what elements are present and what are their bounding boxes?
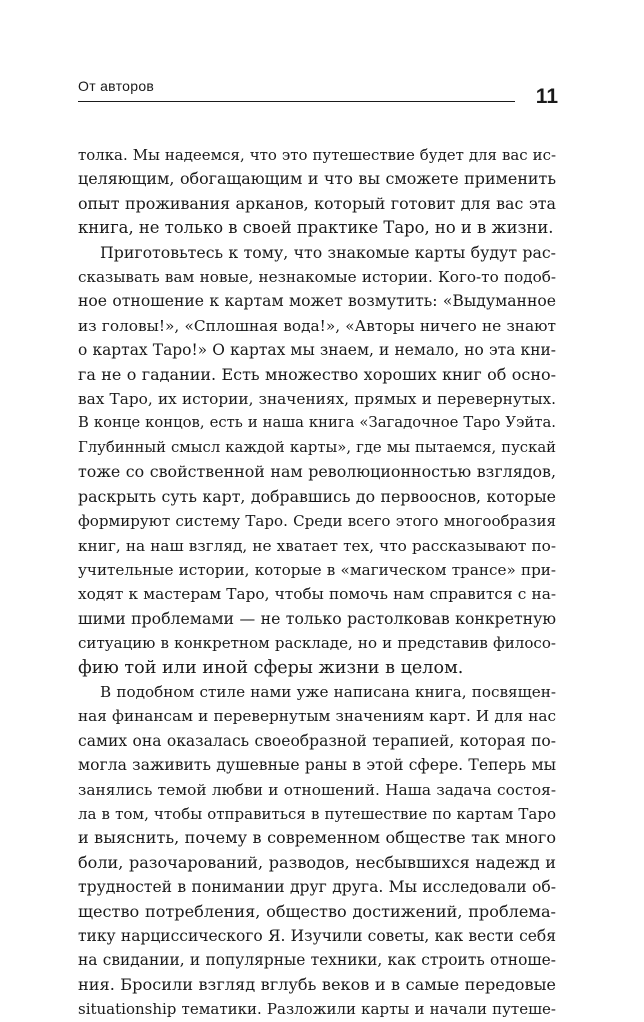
text-line: формируют систему Таро. Среди всего этого многообразия: [78, 512, 556, 531]
text-line: В подобном стиле нами уже написана книга, посвящен-: [100, 682, 556, 701]
paragraph: [78, 143, 556, 241]
text-line: тоже со свойственной нам революционностью взглядов,: [78, 462, 556, 482]
text-line: situationship тематики. Разложили карты и начали путеше-: [78, 1000, 556, 1019]
text-line: книга, не только в своей практике Таро, но и в жизни.: [78, 218, 554, 238]
text-line: учительные истории, которые в «магическом трансе» при-: [78, 560, 556, 579]
running-head-section-title: От авторов: [78, 78, 155, 94]
header-divider: [78, 101, 515, 102]
text-line: Приготовьтесь к тому, что знакомые карты будут рас-: [100, 242, 556, 262]
paragraph: [78, 241, 556, 680]
text-line: Глубинный смысл каждой карты», где мы пытаемся, пускай: [78, 438, 556, 456]
text-line: га не о гадании. Есть множество хороших книг об осно-: [78, 364, 556, 384]
text-line: боли, разочарований, разводов, несбывшихся надежд и: [78, 852, 556, 872]
text-line: ситуацию в конкретном раскладе, но и представив филосо-: [78, 634, 556, 653]
text-line: ния. Бросили взгляд вглубь веков и в самые передовые: [78, 974, 556, 994]
text-line: ходят к мастерам Таро, чтобы помочь нам справится с на-: [78, 585, 556, 604]
text-line: опыт проживания арканов, который готовит для вас эта: [78, 193, 556, 213]
text-line: тику нарциссического Я. Изучили советы, как вести себя: [78, 927, 556, 945]
text-line: на свидании, и популярные техники, как строить отноше-: [78, 951, 556, 970]
text-line: из головы!», «Сплошная вода!», «Авторы ничего не знают: [78, 316, 556, 335]
text-line: фию той или иной сферы жизни в целом.: [78, 657, 464, 678]
text-line: вах Таро, их истории, значениях, прямых и перевернутых.: [78, 390, 556, 409]
text-line: ла в том, чтобы отправиться в путешествие по картам Таро: [78, 804, 556, 823]
text-line: раскрыть суть карт, добравшись до первооснов, которые: [78, 486, 556, 506]
text-line: самих она оказалась своеобразной терапией, которая по-: [78, 731, 556, 750]
text-line: целяющим, обогащающим и что вы сможете применить: [78, 169, 556, 189]
text-line: щество потребления, общество достижений, проблема-: [78, 901, 556, 921]
text-line: занялись темой любви и отношений. Наша задача состоя-: [78, 780, 556, 799]
text-line: толка. Мы надеемся, что это путешествие будет для вас ис-: [78, 146, 556, 164]
text-line: шими проблемами — не только растолковав конкретную: [78, 608, 556, 628]
page-number: 11: [535, 85, 558, 108]
text-line: и выяснить, почему в современном обществе так много: [78, 828, 556, 848]
text-line: книг, на наш взгляд, не хватает тех, что рассказывают по-: [78, 536, 556, 555]
text-line: ная финансам и перевернутым значениям карт. И для нас: [78, 707, 556, 726]
text-line: могла заживить душевные раны в этой сфере. Теперь мы: [78, 756, 556, 775]
text-line: ное отношение к картам может возмутить: «Выдуманное: [78, 292, 556, 311]
text-line: о картах Таро!» О картах мы знаем, и немало, но эта кни-: [78, 341, 556, 360]
paragraph: [78, 680, 556, 1022]
text-line: В конце концов, есть и наша книга «Загадочное Таро Уэйта.: [78, 414, 556, 432]
text-line: сказывать вам новые, незнакомые истории. Кого-то подоб-: [78, 268, 556, 287]
body-text: [78, 143, 556, 1022]
text-line: трудностей в понимании друг друга. Мы исследовали об-: [78, 878, 556, 897]
